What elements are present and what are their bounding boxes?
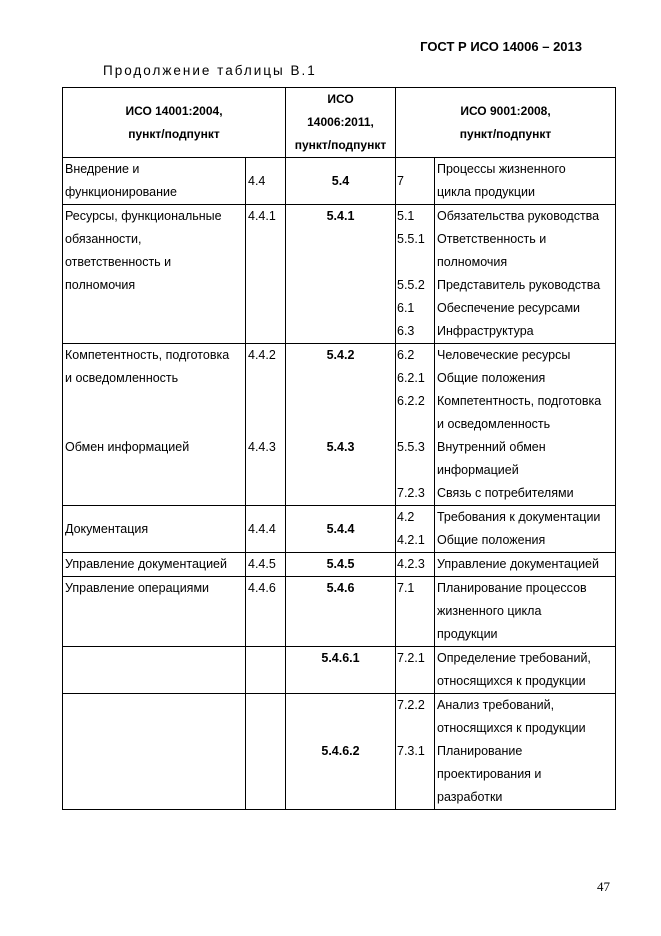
- iso9001-title: Обеспечение ресурсами: [437, 301, 581, 315]
- iso14006-number: 5.4.3: [326, 440, 355, 454]
- iso9001-title-cell: [435, 577, 616, 647]
- iso9001-title: Анализ требований,: [437, 698, 555, 712]
- iso9001-title-cell: [435, 158, 616, 205]
- iso14006-number-cell: [286, 553, 396, 577]
- iso14006-number: 5.4: [286, 158, 396, 205]
- iso9001-title: Определение требований,: [437, 651, 591, 665]
- table-row: [63, 205, 616, 344]
- iso9001-title: Общие положения: [437, 533, 546, 547]
- iso14006-number-cell: [286, 344, 396, 506]
- iso14006-number-cell: [286, 647, 396, 694]
- iso9001-title: и осведомленность: [437, 417, 551, 431]
- iso14006-number: [286, 717, 395, 740]
- iso9001-number-cell: [396, 647, 435, 694]
- iso9001-title: полномочия: [437, 255, 508, 269]
- iso14001-title: [65, 694, 245, 717]
- table-row: [63, 158, 616, 205]
- iso14001-title: Ресурсы, функциональные: [65, 209, 222, 223]
- iso14001-number: [248, 367, 285, 390]
- iso9001-title: Процессы жизненного: [437, 162, 566, 176]
- header-iso9001-line: пункт/подпункт: [459, 126, 552, 141]
- iso9001-number: 6.2.1: [397, 371, 425, 385]
- iso14001-number-cell: [246, 647, 286, 694]
- iso9001-number: 5.5.3: [397, 440, 425, 454]
- iso9001-title: Планирование процессов: [437, 581, 587, 595]
- header-iso14006-line: ИСО: [327, 92, 354, 106]
- iso14001-number-cell: [246, 577, 286, 647]
- iso9001-number: 6.2.2: [397, 394, 425, 408]
- iso14001-number-cell: [246, 344, 286, 506]
- iso9001-title: относящихся к продукции: [437, 674, 586, 688]
- iso14006-number: 5.4.6: [326, 581, 355, 595]
- iso9001-title: продукции: [437, 627, 498, 641]
- iso14001-title: функционирование: [65, 185, 177, 199]
- iso14001-title: Внедрение и: [65, 162, 140, 176]
- iso9001-title: проектирования и: [437, 767, 542, 781]
- iso9001-number: 6.2: [397, 348, 415, 362]
- iso9001-number: 7: [396, 158, 435, 205]
- iso9001-number: 7.1: [397, 581, 415, 595]
- iso9001-number: 7.2.2: [397, 698, 425, 712]
- iso9001-number-cell: [396, 577, 435, 647]
- iso9001-title: Связь с потребителями: [437, 486, 574, 500]
- header-iso14006-line: 14006:2011,: [307, 115, 374, 129]
- iso14006-number: 5.4.4: [286, 506, 396, 553]
- iso14001-number: [248, 694, 285, 717]
- iso14001-title-cell: [63, 694, 246, 810]
- iso9001-number: 7.3.1: [397, 744, 425, 758]
- iso14006-number: 5.4.5: [326, 557, 355, 571]
- iso9001-number-cell: [396, 694, 435, 810]
- iso9001-number: 4.2.1: [397, 533, 425, 547]
- iso9001-title: Человеческие ресурсы: [437, 348, 571, 362]
- iso14001-title: Управление операциями: [65, 581, 210, 595]
- header-iso9001-line: ИСО 9001:2008,: [460, 103, 551, 118]
- iso9001-number-cell: [396, 553, 435, 577]
- iso9001-number: [397, 251, 434, 274]
- iso14001-title-cell: [63, 647, 246, 694]
- iso9001-title: цикла продукции: [437, 185, 536, 199]
- iso14001-title-cell: [63, 158, 246, 205]
- iso9001-title: разработки: [437, 790, 503, 804]
- iso9001-title: информацией: [437, 463, 519, 477]
- iso9001-title: Планирование: [437, 744, 523, 758]
- iso14001-title: и осведомленность: [65, 371, 179, 385]
- iso9001-number: [397, 459, 434, 482]
- iso9001-number: [397, 717, 434, 740]
- table-row: [63, 577, 616, 647]
- iso9001-title-cell: [435, 553, 616, 577]
- iso14001-number: 4.4.5: [248, 557, 276, 571]
- header-iso14001-line: ИСО 14001:2004,: [125, 103, 223, 118]
- iso14001-number-text: 4.4.1: [248, 209, 276, 223]
- iso14001-title: ответственность и: [65, 255, 172, 269]
- iso9001-number: 4.2.3: [397, 557, 425, 571]
- iso14001-title: Компетентность, подготовка: [65, 348, 230, 362]
- iso9001-number: 5.1: [397, 209, 415, 223]
- header-iso14006-line: пункт/подпункт: [294, 138, 387, 152]
- iso14001-number: [248, 647, 285, 670]
- iso14001-number: 4.4: [246, 158, 286, 205]
- iso14006-number: 5.4.6.1: [321, 651, 360, 665]
- iso9001-number: 4.2: [397, 510, 415, 524]
- header-iso14001: [63, 88, 286, 158]
- iso9001-number-cell: [396, 506, 435, 553]
- table-row: [63, 344, 616, 506]
- iso14001-number-cell: [246, 694, 286, 810]
- iso14006-number: 5.4.2: [326, 348, 355, 362]
- page-number: 47: [597, 879, 610, 894]
- document-code: ГОСТ Р ИСО 14006 – 2013: [420, 39, 582, 54]
- iso14001-title: Документация: [63, 506, 246, 553]
- iso14006-number-cell: [286, 694, 396, 810]
- iso14006-number: [286, 694, 395, 717]
- table-row: [63, 694, 616, 810]
- iso9001-number: 5.5.1: [397, 232, 425, 246]
- table-row: [63, 553, 616, 577]
- iso14006-number-text: 5.4.1: [326, 209, 355, 223]
- header-iso9001: [396, 88, 616, 158]
- iso9001-number-cell: [396, 205, 435, 344]
- iso14001-title-cell: [63, 577, 246, 647]
- iso9001-number: 6.3: [397, 324, 415, 338]
- iso9001-title: Ответственность и: [437, 232, 547, 246]
- iso9001-title-cell: [435, 694, 616, 810]
- iso14001-title: Обмен информацией: [65, 440, 190, 454]
- iso14001-title: Управление документацией: [65, 557, 227, 571]
- iso9001-number: [397, 413, 434, 436]
- iso14001-number: 4.4.2: [248, 348, 276, 362]
- table-header-row: [63, 88, 616, 158]
- iso14001-title-cell: [63, 344, 246, 506]
- iso9001-title: Инфраструктура: [437, 324, 534, 338]
- iso14001-title-cell: [63, 553, 246, 577]
- iso9001-title-cell: [435, 344, 616, 506]
- iso9001-title: Управление документацией: [437, 557, 599, 571]
- iso14001-title-cell: [63, 205, 246, 344]
- iso9001-number: 6.1: [397, 301, 415, 315]
- iso14001-title: [65, 390, 245, 413]
- iso9001-title: Требования к документации: [437, 510, 601, 524]
- iso14001-number: 4.4.3: [248, 440, 276, 454]
- table-row: [63, 506, 616, 553]
- iso9001-title: Обязательства руководства: [437, 209, 600, 223]
- iso14006-number: 5.4.6.2: [321, 744, 360, 758]
- iso14006-number: [286, 367, 395, 390]
- iso9001-title: относящихся к продукции: [437, 721, 586, 735]
- header-iso14006: [286, 88, 396, 158]
- iso9001-title-cell: [435, 205, 616, 344]
- iso9001-title-cell: [435, 506, 616, 553]
- iso9001-title-cell: [435, 647, 616, 694]
- iso14006-number: [286, 413, 395, 436]
- iso9001-title: жизненного цикла: [437, 604, 542, 618]
- iso14001-title: [65, 647, 245, 670]
- iso14001-title: полномочия: [65, 278, 136, 292]
- iso9001-title: Представитель руководства: [437, 278, 601, 292]
- correspondence-table: [62, 87, 616, 810]
- iso9001-number: 7.2.1: [397, 651, 425, 665]
- iso9001-title: Компетентность, подготовка: [437, 394, 602, 408]
- iso14001-number: [248, 390, 285, 413]
- iso14001-number: 4.4.4: [246, 506, 286, 553]
- iso14006-number-cell: [286, 577, 396, 647]
- iso9001-number: 7.2.3: [397, 486, 425, 500]
- table-row: [63, 647, 616, 694]
- iso14001-title: обязанности,: [65, 232, 142, 246]
- iso14001-title: [65, 413, 245, 436]
- iso14001-number: [248, 413, 285, 436]
- iso14006-number: [286, 390, 395, 413]
- iso14001-number: 4.4.6: [248, 581, 276, 595]
- iso14001-number: [246, 205, 286, 344]
- iso9001-number-cell: [396, 344, 435, 506]
- table-continuation-caption: Продолжение таблицы В.1: [103, 63, 317, 78]
- iso9001-title: Внутренний обмен: [437, 440, 546, 454]
- iso14006-number: [286, 205, 396, 344]
- iso9001-number: 5.5.2: [397, 278, 425, 292]
- header-iso14001-line: пункт/подпункт: [128, 126, 220, 141]
- iso14001-number-cell: [246, 553, 286, 577]
- iso9001-title: Общие положения: [437, 371, 546, 385]
